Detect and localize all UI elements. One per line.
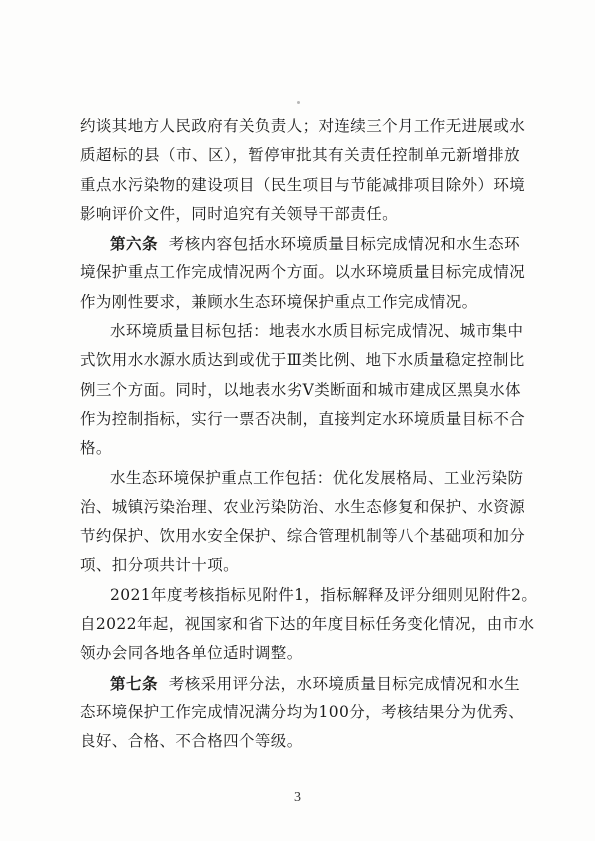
text-line: 作为刚性要求，兼顾水生态环境保护重点工作完成情况。 bbox=[80, 292, 478, 311]
text-line: 良好、合格、不合格四个等级。 bbox=[80, 732, 303, 751]
page-number: 3 bbox=[294, 790, 301, 805]
text-line bbox=[80, 229, 520, 258]
text-span: 考核内容包括水环境质量目标完成情况和水生态环 bbox=[168, 235, 520, 254]
text-line: 作为控制指标，实行一票否决制，直接判定水环境质量目标不合 bbox=[80, 409, 526, 428]
text-line: 节约保护、饮用水安全保护、综合管理机制等八个基础项和加分 bbox=[80, 527, 526, 546]
article-label: 第六条 bbox=[110, 234, 158, 254]
text-line: 格。 bbox=[80, 439, 112, 458]
text-line: 式饮用水水源水质达到或优于Ⅲ类比例、地下水质量稳定控制比 bbox=[80, 351, 525, 370]
text-span: 考核采用评分法，水环境质量目标完成情况和水生 bbox=[168, 674, 520, 693]
article-paragraph bbox=[80, 669, 525, 757]
text-line: 治、城镇污染治理、农业污染防治、水生态修复和保护、水资源 bbox=[80, 497, 526, 516]
article-label: 第七条 bbox=[110, 673, 158, 693]
paragraph bbox=[80, 112, 526, 229]
text-line: 重点水污染物的建设项目（民生项目与节能减排项目除外）环境 bbox=[80, 175, 526, 194]
text-line: 水生态环境保护重点工作包括：优化发展格局、工业污染防 bbox=[110, 468, 524, 487]
body-text bbox=[80, 112, 538, 757]
article-paragraph bbox=[80, 229, 526, 317]
text-line: 领办会同各地各单位适时调整。 bbox=[80, 644, 303, 663]
text-line: 水环境质量目标包括：地表水水质目标完成情况、城市集中 bbox=[110, 322, 524, 341]
text-line: 影响评价文件，同时追究有关领导干部责任。 bbox=[80, 204, 399, 223]
text-line: 质超标的县（市、区），暂停审批其有关责任控制单元新增排放 bbox=[80, 146, 520, 165]
text-line: 2021年度考核指标见附件1，指标解释及评分细则见附件2。 bbox=[110, 585, 538, 604]
text-line bbox=[80, 669, 520, 698]
text-line: 自2022年起，视国家和省下达的年度目标任务变化情况，由市水 bbox=[80, 615, 535, 634]
paragraph bbox=[80, 464, 526, 581]
text-line: 态环境保护工作完成情况满分均为100分，考核结果分为优秀、 bbox=[80, 702, 525, 721]
scan-mark bbox=[297, 101, 300, 104]
text-line: 境保护重点工作完成情况两个方面。以水环境质量目标完成情况 bbox=[80, 263, 526, 282]
paragraph bbox=[80, 317, 526, 463]
text-line: 项、扣分项共计十项。 bbox=[80, 556, 240, 575]
text-line: 例三个方面。同时，以地表水劣Ⅴ类断面和城市建成区黑臭水体 bbox=[80, 380, 521, 399]
paragraph bbox=[80, 581, 538, 669]
text-line: 约谈其地方人民政府有关负责人；对连续三个月工作无进展或水 bbox=[80, 117, 526, 135]
